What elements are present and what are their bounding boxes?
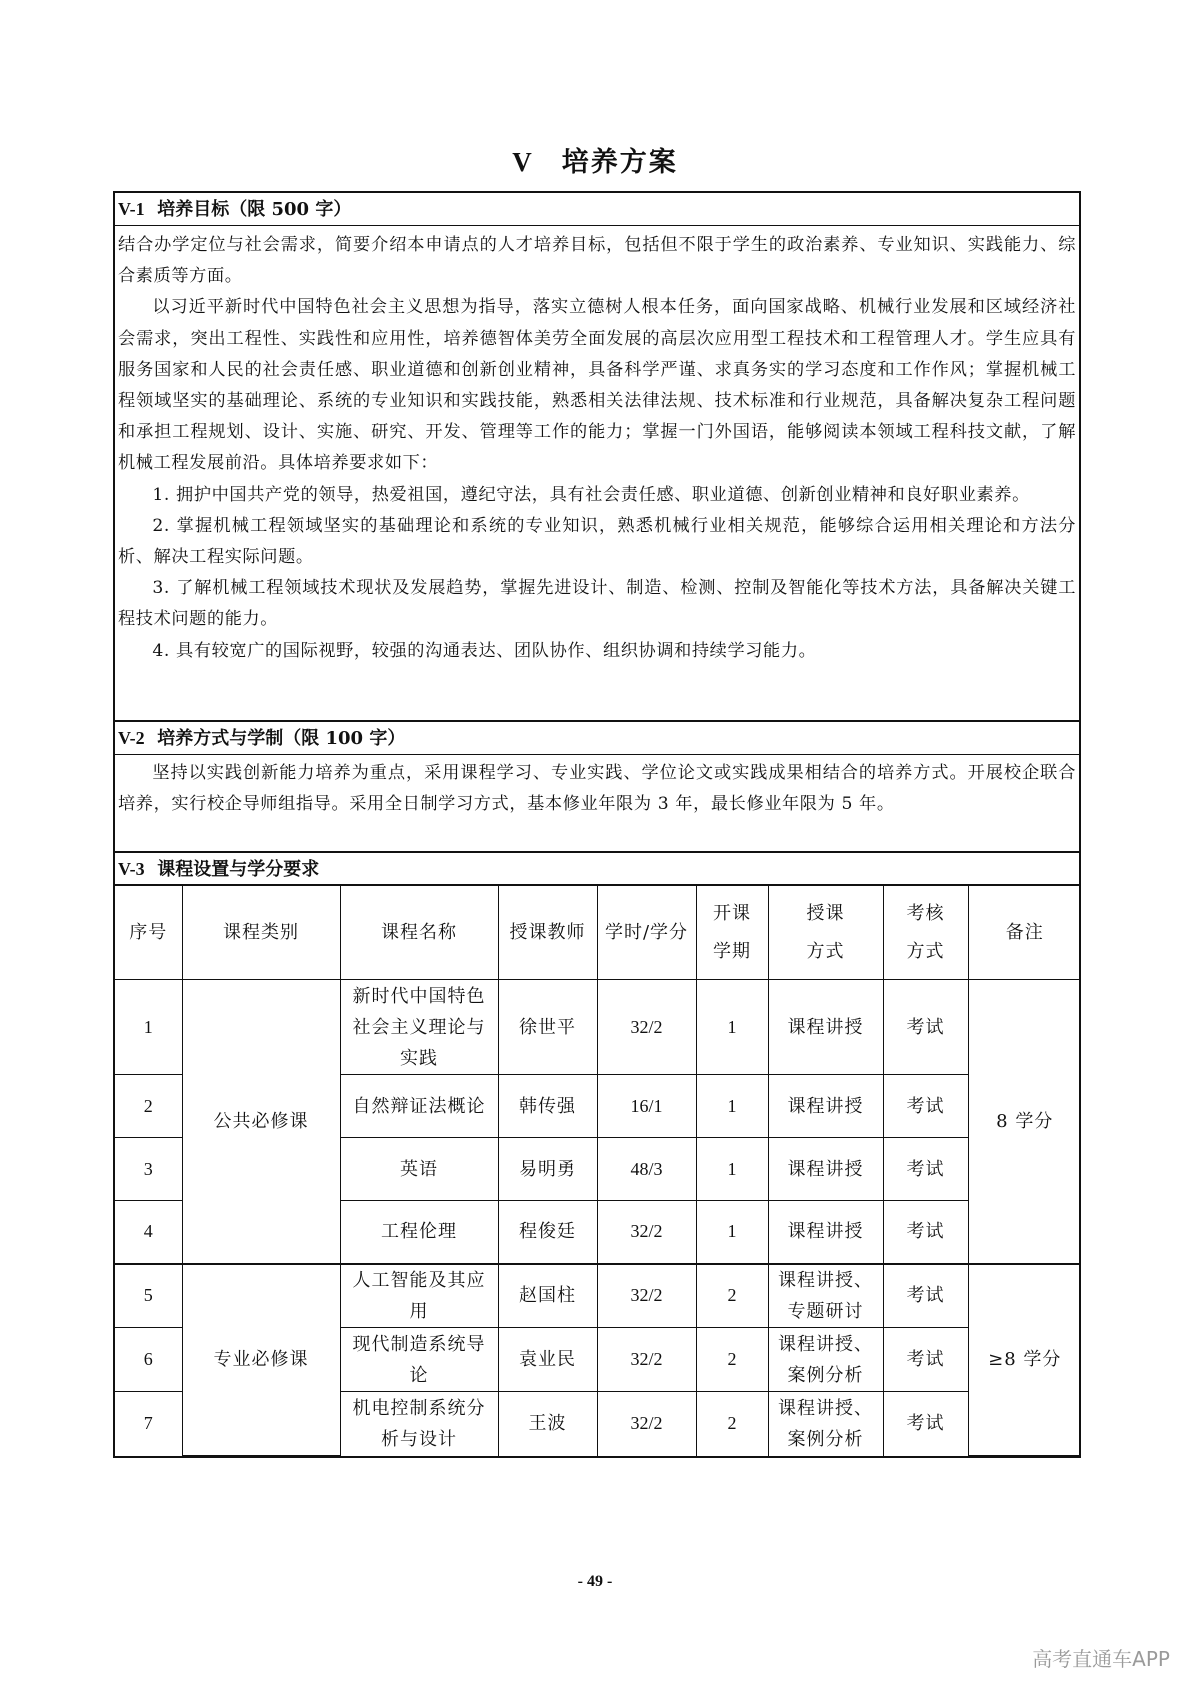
course-teacher: 易明勇 <box>498 1138 597 1201</box>
course-method: 课程讲授 <box>768 1075 883 1138</box>
row-number: 7 <box>115 1392 182 1456</box>
course-name: 现代制造系统导论 <box>340 1328 498 1392</box>
course-method: 课程讲授、专题研讨 <box>768 1264 883 1328</box>
page-number: - 49 - <box>577 1573 613 1590</box>
page-title-roman: V <box>512 147 534 177</box>
table-row <box>115 980 1081 1075</box>
course-exam: 考试 <box>883 1264 968 1328</box>
course-term: 1 <box>696 1075 768 1138</box>
section2-number: V-2 <box>118 728 145 748</box>
watermark: 高考直通车APP <box>1032 1647 1170 1671</box>
course-name: 工程伦理 <box>340 1201 498 1264</box>
page-title <box>0 140 1190 179</box>
course-method: 课程讲授、案例分析 <box>768 1328 883 1392</box>
course-exam: 考试 <box>883 1328 968 1392</box>
course-name: 自然辩证法概论 <box>340 1075 498 1138</box>
course-teacher: 王波 <box>498 1392 597 1456</box>
col-header: 考核 方式 <box>883 886 968 980</box>
course-hours: 48/3 <box>597 1138 696 1201</box>
form-frame <box>113 191 1081 1458</box>
row-number: 6 <box>115 1328 182 1392</box>
course-category: 公共必修课 <box>182 980 340 1264</box>
section3-number: V-3 <box>118 859 145 879</box>
section1-item: 4. 具有较宽广的国际视野，较强的沟通表达、团队协作、组织协调和持续学习能力。 <box>152 640 817 661</box>
course-exam: 考试 <box>883 1075 968 1138</box>
section1-item: 3. 了解机械工程领域技术现状及发展趋势，掌握先进设计、制造、检测、控制及智能化等技术方法，具备解决关键工程技术问题的能力。 <box>118 578 1076 630</box>
row-number: 5 <box>115 1264 182 1328</box>
course-teacher: 程俊廷 <box>498 1201 597 1264</box>
course-teacher: 韩传强 <box>498 1075 597 1138</box>
col-header: 开课 学期 <box>696 886 768 980</box>
section1-item: 1. 拥护中国共产党的领导，热爱祖国，遵纪守法，具有社会责任感、职业道德、创新创业精神和良好职业素养。 <box>152 484 1030 505</box>
course-name: 人工智能及其应用 <box>340 1264 498 1328</box>
course-method: 课程讲授 <box>768 1201 883 1264</box>
course-term: 2 <box>696 1392 768 1456</box>
course-term: 1 <box>696 980 768 1075</box>
course-exam: 考试 <box>883 1201 968 1264</box>
course-term: 2 <box>696 1264 768 1328</box>
col-header: 序号 <box>115 886 182 980</box>
course-hours: 32/2 <box>597 980 696 1075</box>
row-number: 3 <box>115 1138 182 1201</box>
table-row <box>115 1264 1081 1328</box>
row-number: 2 <box>115 1075 182 1138</box>
section2-text: 坚持以实践创新能力培养为重点，采用课程学习、专业实践、学位论文或实践成果相结合的培养方式。开展校企联合培养，实行校企导师组指导。采用全日制学习方式，基本修业年限为 3 年，最长修业年限为 5 年。 <box>118 763 1076 815</box>
col-header: 授课教师 <box>498 886 597 980</box>
course-name: 新时代中国特色社会主义理论与实践 <box>340 980 498 1075</box>
section1-prompt: 结合办学定位与社会需求，简要介绍本申请点的人才培养目标，包括但不限于学生的政治素养、专业知识、实践能力、综合素质等方面。 <box>118 235 1076 287</box>
course-term: 1 <box>696 1201 768 1264</box>
course-hours: 16/1 <box>597 1075 696 1138</box>
course-name: 机电控制系统分析与设计 <box>340 1392 498 1456</box>
col-header: 授课 方式 <box>768 886 883 980</box>
row-number: 1 <box>115 980 182 1075</box>
section2-heading-text: 培养方式与学制（限 100 字） <box>157 728 406 749</box>
section3-heading <box>115 853 1079 886</box>
section1-heading <box>115 193 1079 226</box>
col-header: 课程名称 <box>340 886 498 980</box>
page-title-text: 培养方案 <box>561 147 678 178</box>
course-category: 专业必修课 <box>182 1264 340 1456</box>
course-method: 课程讲授 <box>768 1138 883 1201</box>
section2-heading <box>115 722 1079 755</box>
row-number: 4 <box>115 1201 182 1264</box>
section1-item: 2. 掌握机械工程领域坚实的基础理论和系统的专业知识，熟悉机械行业相关规范，能够综合运用相关理论和方法分析、解决工程实际问题。 <box>118 515 1076 568</box>
course-hours: 32/2 <box>597 1201 696 1264</box>
course-hours: 32/2 <box>597 1264 696 1328</box>
course-teacher: 袁业民 <box>498 1328 597 1392</box>
course-teacher: 赵国柱 <box>498 1264 597 1328</box>
course-teacher: 徐世平 <box>498 980 597 1075</box>
course-exam: 考试 <box>883 1138 968 1201</box>
course-exam: 考试 <box>883 1392 968 1456</box>
section1-body <box>115 226 1079 722</box>
course-method: 课程讲授 <box>768 980 883 1075</box>
section1-intro: 以习近平新时代中国特色社会主义思想为指导，落实立德树人根本任务，面向国家战略、机械行业发展和区域经济社会需求，突出工程性、实践性和应用性，培养德智体美劳全面发展的高层次应用型工程技术和工程管理人才。学生应具有服务国家和人民的社会责任感、职业道德和创新创业精神，具备科学严谨、求真务实的学习态度和工作作风；掌握机械工程领域坚实的基础理论、系统的专业知识和实践技能，熟悉相关法律法规、技术标准和行业规范，具备解决复杂工程问题和承担工程规划、设计、实施、研究、开发、管理等工作的能力；掌握一门外国语，能够阅读本领域工程科技文献，了解机械工程发展前沿。具体培养要求如下： <box>118 297 1076 474</box>
course-table <box>115 886 1081 1456</box>
col-header: 备注 <box>968 886 1081 980</box>
table-header-row <box>115 886 1081 980</box>
course-hours: 32/2 <box>597 1328 696 1392</box>
course-note: 8 学分 <box>968 980 1081 1264</box>
section1-number: V-1 <box>118 199 145 219</box>
section1-heading-text: 培养目标（限 500 字） <box>157 199 352 220</box>
course-term: 1 <box>696 1138 768 1201</box>
col-header: 课程类别 <box>182 886 340 980</box>
course-hours: 32/2 <box>597 1392 696 1456</box>
course-name: 英语 <box>340 1138 498 1201</box>
section2-body <box>115 755 1079 853</box>
course-method: 课程讲授、案例分析 <box>768 1392 883 1456</box>
course-term: 2 <box>696 1328 768 1392</box>
section3-heading-text: 课程设置与学分要求 <box>157 859 320 880</box>
course-note: ≥8 学分 <box>968 1264 1081 1456</box>
course-exam: 考试 <box>883 980 968 1075</box>
col-header: 学时/学分 <box>597 886 696 980</box>
